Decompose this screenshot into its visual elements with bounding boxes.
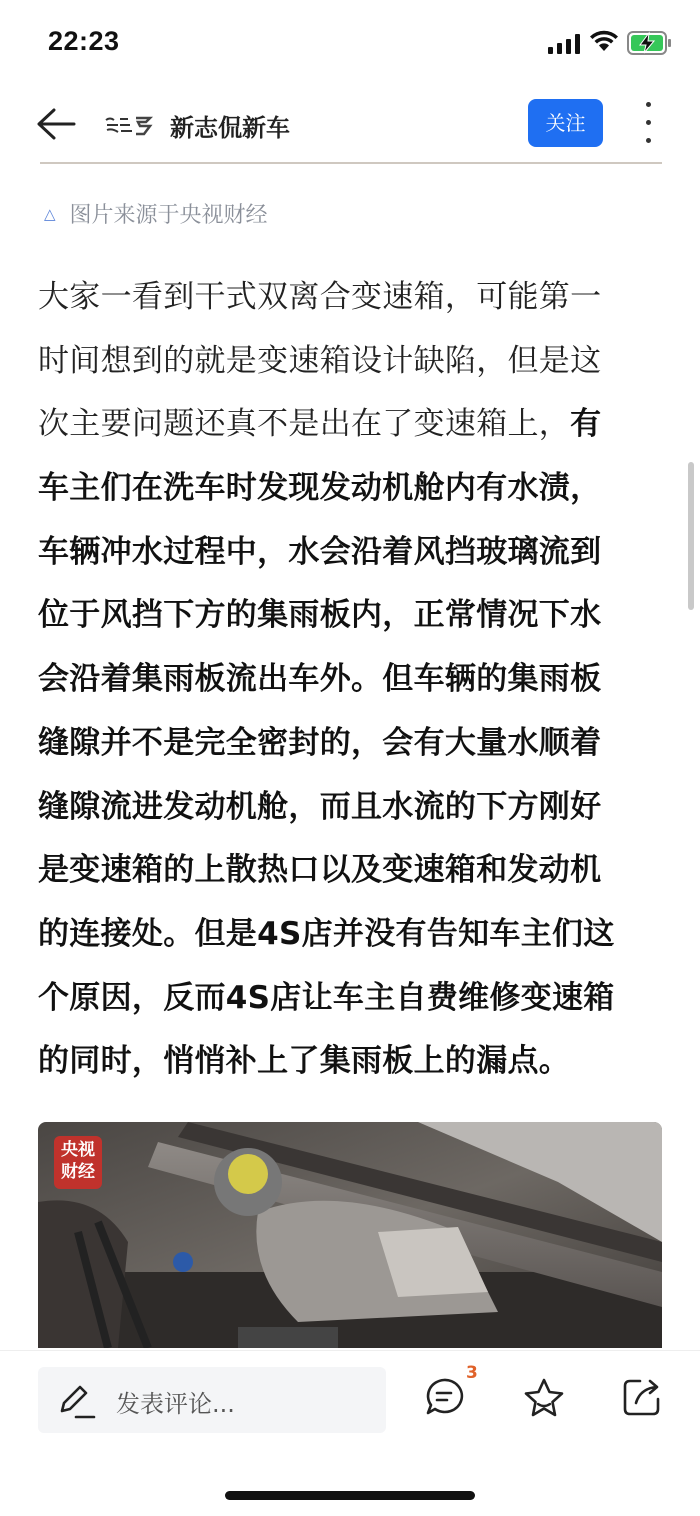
article-line (38, 393, 666, 457)
image-bottom-edge (40, 162, 662, 164)
status-bar (0, 0, 700, 86)
article-text-bold: 个原因，反而4S店让车主自费维修变速箱 (38, 979, 615, 1016)
article-header (0, 86, 700, 164)
article-line (38, 648, 666, 712)
comment-placeholder: 发表评论... (116, 1390, 235, 1418)
article-line (38, 330, 666, 394)
article-text-bold: 车主们在洗车时发现发动机舱内有水渍， (38, 470, 602, 507)
wifi-icon (590, 30, 618, 52)
article-text-bold: 会沿着集雨板流出车外。但车辆的集雨板 (38, 661, 602, 698)
article-line (38, 712, 666, 776)
caption-text: 图片来源于央视财经 (69, 203, 268, 228)
article-text-bold: 缝隙并不是完全密封的，会有大量水顺着 (38, 724, 602, 761)
home-indicator[interactable] (225, 1491, 475, 1500)
star-favorite-icon[interactable] (522, 1377, 566, 1419)
engine-bay-photo[interactable] (38, 1122, 662, 1348)
article-text-normal: 时间想到的就是变速箱设计缺陷，但是这 (38, 342, 602, 379)
article-line (38, 584, 666, 648)
bottom-action-bar (0, 1350, 700, 1516)
article-line (38, 1030, 666, 1094)
share-icon[interactable] (622, 1377, 662, 1417)
pen-icon (56, 1383, 96, 1419)
channel-name[interactable]: 新志侃新车 (170, 114, 290, 142)
article-line (38, 903, 666, 967)
back-arrow-icon[interactable] (34, 104, 76, 144)
article-line (38, 967, 666, 1031)
comment-count-badge: 3 (466, 1363, 478, 1383)
engine-photo-illustration (38, 1122, 662, 1348)
more-options-icon[interactable] (640, 102, 656, 146)
article-line (38, 776, 666, 840)
triangle-icon: △ (44, 205, 56, 223)
status-time: 22:23 (48, 26, 120, 56)
comment-input[interactable] (38, 1367, 386, 1433)
comments-icon[interactable] (424, 1377, 464, 1417)
cellular-signal-icon (548, 34, 582, 54)
article-text-bold: 车辆冲水过程中，水会沿着风挡玻璃流到 (38, 533, 602, 570)
article-text-bold: 有 (570, 406, 602, 443)
cctv-finance-watermark: 央视 财经 (54, 1136, 102, 1189)
follow-button[interactable]: 关注 (528, 99, 603, 147)
article-text-bold: 的同时，悄悄补上了集雨板上的漏点。 (38, 1043, 571, 1080)
article-text-bold: 的连接处。但是4S店并没有告知车主们这 (38, 915, 615, 952)
article-text-bold: 是变速箱的上散热口以及变速箱和发动机 (38, 852, 602, 889)
article-text-bold: 缝隙流进发动机舱，而且水流的下方刚好 (38, 788, 602, 825)
scrollbar[interactable] (688, 462, 694, 610)
article-line (38, 266, 666, 330)
article-text-normal: 大家一看到干式双离合变速箱，可能第一 (38, 279, 602, 315)
image-source-caption (44, 198, 268, 229)
article-line (38, 457, 666, 521)
article-line (38, 521, 666, 585)
channel-logo (104, 114, 154, 138)
article-line (38, 839, 666, 903)
article-body (38, 266, 666, 1094)
article-text-normal: 次主要问题还真不是出在了变速箱上， (38, 406, 571, 443)
battery-charging-icon (627, 31, 673, 55)
article-text-bold: 位于风挡下方的集雨板内，正常情况下水 (38, 597, 602, 634)
